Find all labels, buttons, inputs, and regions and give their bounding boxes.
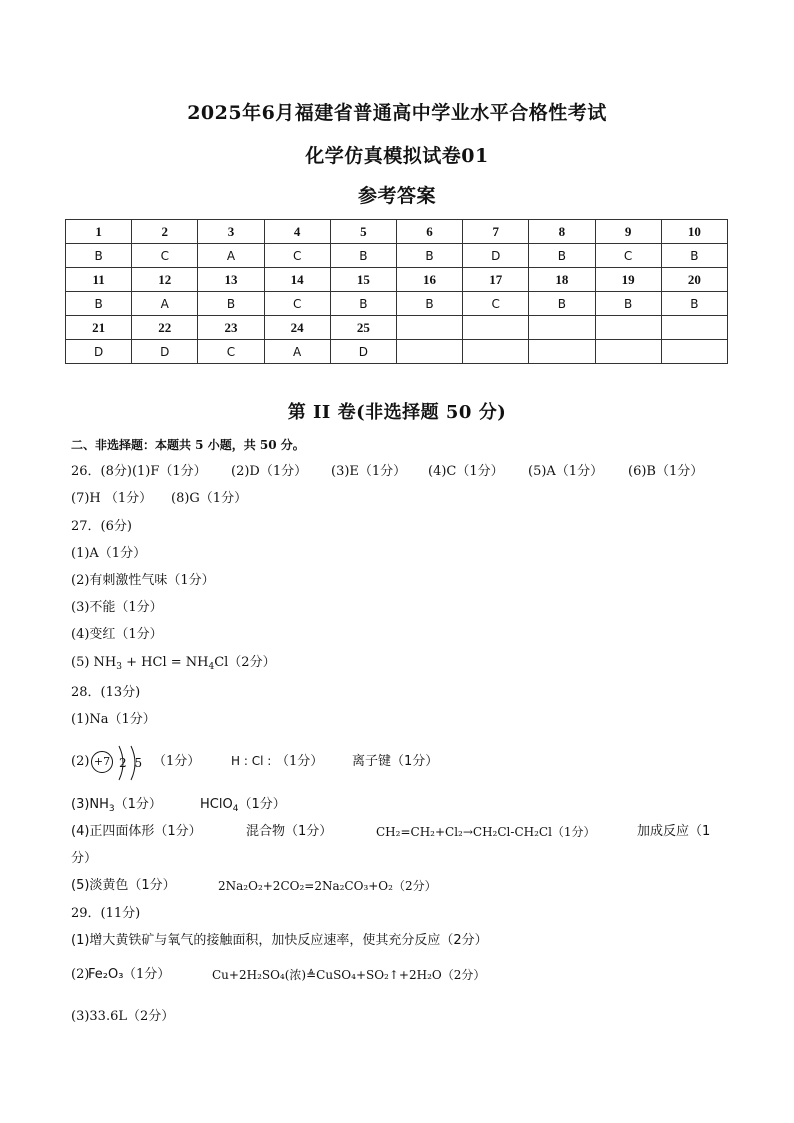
answer-cell: B (595, 292, 661, 316)
question-number-cell: 11 (66, 268, 132, 292)
question-number-cell: 16 (396, 268, 462, 292)
question-number-cell (661, 316, 727, 340)
answer-cell: C (264, 292, 330, 316)
answer-key-title: 参考答案 (357, 185, 436, 207)
answer-cell: B (396, 292, 462, 316)
q28-a1: (1)Na（1分） (71, 712, 156, 727)
answer-cell: A (132, 292, 198, 316)
question-number-cell: 18 (529, 268, 595, 292)
answer-cell: C (264, 244, 330, 268)
q28-a5b: 2Na₂O₂+2CO₂=2Na₂CO₃+O₂（2分） (218, 879, 437, 893)
section2-intro: 二、非选择题：本题共 5 小题，共 50 分。 (71, 438, 305, 452)
q27-a3: (3)不能（1分） (71, 600, 163, 615)
question-number-cell: 22 (132, 316, 198, 340)
question-number-cell: 5 (330, 220, 396, 244)
question-number-cell (396, 316, 462, 340)
q26-a4: (4)C（1分） (428, 464, 504, 479)
q29-a3: (3)33.6L（2分） (71, 1009, 175, 1024)
answer-cell: B (66, 292, 132, 316)
answer-cell: B (661, 244, 727, 268)
answer-cell: A (198, 244, 264, 268)
question-number-cell: 10 (661, 220, 727, 244)
answer-cell (396, 340, 462, 364)
q27-a5: (5) $NH_3$ + HCl = $NH_4Cl(2$分） (71, 655, 276, 672)
q27-a4: (4)变红（1分） (71, 627, 163, 642)
question-number-row (66, 268, 728, 292)
answer-cell: A (264, 340, 330, 364)
q26-a6: (6)B（1分） (628, 464, 704, 479)
question-number-cell: 2 (132, 220, 198, 244)
q26-a2: (2)D（1分） (231, 464, 308, 479)
q26-head: 26．(8分)(1)F（1分） (71, 464, 207, 479)
answer-letter-row (66, 292, 728, 316)
paper-title: 化学仿真模拟试卷01 (305, 145, 489, 167)
exam-title: 2025年6月福建省普通高中学业水平合格性考试 (187, 102, 607, 124)
answer-cell: B (198, 292, 264, 316)
q29-head: 29．(11分) (71, 906, 141, 921)
answer-cell: C (595, 244, 661, 268)
question-number-cell: 15 (330, 268, 396, 292)
question-number-cell: 24 (264, 316, 330, 340)
electron-shell-counts: 2 5 (119, 756, 145, 770)
answer-cell: B (529, 292, 595, 316)
answer-cell: B (396, 244, 462, 268)
q29-a1: (1)增大黄铁矿与氧气的接触面积，加快反应速率，使其充分反应（2分） (71, 933, 488, 948)
answer-cell: D (463, 244, 529, 268)
answer-cell: D (132, 340, 198, 364)
answer-cell: C (463, 292, 529, 316)
question-number-cell: 9 (595, 220, 661, 244)
answer-letter-row (66, 244, 728, 268)
q28-a3a: $(3)NH_3(1$分） (71, 797, 162, 814)
question-number-cell: 8 (529, 220, 595, 244)
q28-head: 28．(13分) (71, 685, 141, 700)
q26-a7: (7)H （1分） (71, 491, 153, 506)
answer-cell: D (330, 340, 396, 364)
atom-structure-diagram (91, 751, 113, 773)
answer-cell (595, 340, 661, 364)
question-number-cell (595, 316, 661, 340)
answer-table (65, 219, 728, 364)
question-number-cell: 7 (463, 220, 529, 244)
answer-cell: C (198, 340, 264, 364)
answer-cell: B (66, 244, 132, 268)
question-number-cell: 21 (66, 316, 132, 340)
answer-cell (529, 340, 595, 364)
answer-cell: B (330, 292, 396, 316)
question-number-cell: 12 (132, 268, 198, 292)
q28-a4c: CH₂=CH₂+Cl₂→CH₂Cl-CH₂Cl（1分） (376, 825, 596, 839)
question-number-cell: 4 (264, 220, 330, 244)
q28-a4b: 混合物（1分） (246, 824, 333, 839)
answer-cell (661, 340, 727, 364)
question-number-cell: 17 (463, 268, 529, 292)
answer-letter-row (66, 340, 728, 364)
question-number-row (66, 220, 728, 244)
question-number-cell: 6 (396, 220, 462, 244)
electron-dot-formula: H : Cl : (231, 754, 272, 768)
question-number-cell: 25 (330, 316, 396, 340)
q27-head: 27．(6分) (71, 519, 132, 534)
section2-title: 第 II 卷(非选择题 50 分) (287, 402, 507, 423)
question-number-cell: 23 (198, 316, 264, 340)
q29-equation: Cu+2H₂SO₄(浓)≜CuSO₄+SO₂↑+2H₂O（2分） (212, 968, 486, 982)
q28-a4d: 加成反应（1 (637, 824, 711, 839)
q28-bond-type: 离子键（1分） (352, 754, 439, 769)
answer-cell: D (66, 340, 132, 364)
q29-formula: Fe₂O₃ (88, 967, 124, 982)
answer-cell: B (529, 244, 595, 268)
question-number-row (66, 316, 728, 340)
q28-a3b: HClO$_4$（1分） (200, 797, 286, 814)
question-number-cell: 13 (198, 268, 264, 292)
answer-cell: B (330, 244, 396, 268)
q27-a2: (2)有刺激性气味（1分） (71, 573, 215, 588)
q27-a1: (1)A（1分） (71, 546, 147, 561)
q26-a8: (8)G（1分） (171, 491, 248, 506)
question-number-cell: 14 (264, 268, 330, 292)
q28-a2-row: (2) +7 2 5 （1分） H : Cl : （1分） 离子键（1分） (71, 742, 571, 782)
question-number-cell (529, 316, 595, 340)
q28-a5a: (5)淡黄色（1分） (71, 878, 176, 893)
answer-cell: C (132, 244, 198, 268)
question-number-cell: 19 (595, 268, 661, 292)
question-number-cell (463, 316, 529, 340)
q28-a4a: (4)正四面体形（1分） (71, 824, 202, 839)
q28-a4e: 分） (71, 851, 98, 866)
q26-a3: (3)E（1分） (331, 464, 407, 479)
answer-cell: B (661, 292, 727, 316)
nucleus-circle: +7 (91, 751, 113, 773)
q26-a5: (5)A（1分） (528, 464, 604, 479)
answer-cell (463, 340, 529, 364)
question-number-cell: 3 (198, 220, 264, 244)
question-number-cell: 20 (661, 268, 727, 292)
question-number-cell: 1 (66, 220, 132, 244)
